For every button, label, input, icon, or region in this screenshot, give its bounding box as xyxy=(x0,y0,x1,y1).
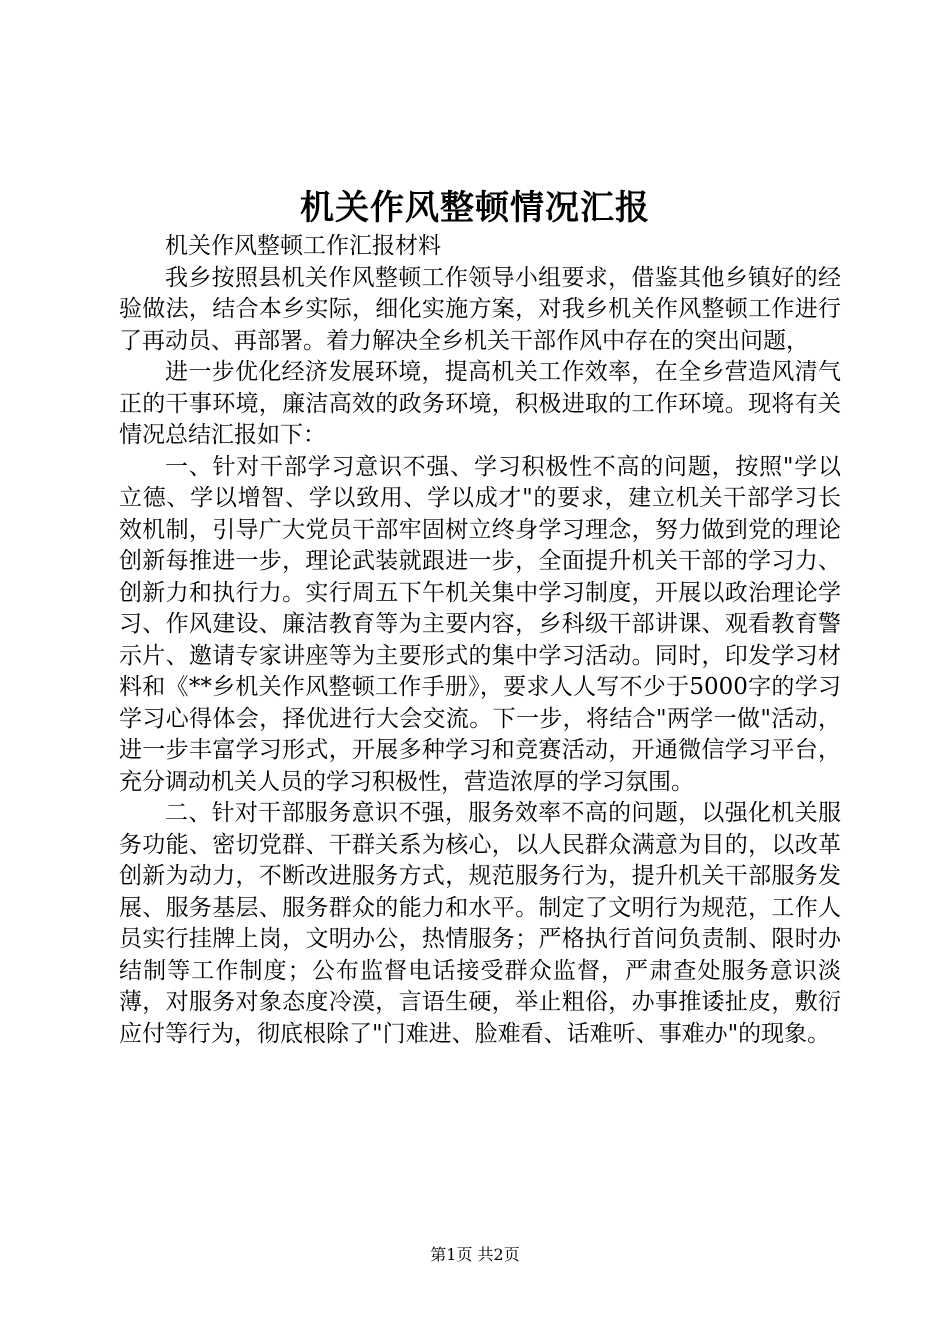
paragraph-subtitle: 机关作风整顿工作汇报材料 xyxy=(165,233,441,259)
paragraph-section-two: 二、针对干部服务意识不强，服务效率不高的问题，以强化机关服务功能、密切党群、干群关系为核心，以人民群众满意为目的，以改革创新为动力，不断改进服务方式，规范服务行为，提升机关干部服务发展、服务基层、服务群众的能力和水平。制定了文明行为规范，工作人员实行挂牌上岗，文明办公，热情服务；严格执行首问负责制、限时办结制等工作制度；公布监督电话接受群众监督，严肃查处服务意识淡薄，对服务对象态度冷漠，言语生硬，举止粗俗，办事推诿扯皮，敷衍应付等行为，彻底根除了"门难进、脸难看、话难听、事难办"的现象。 xyxy=(119,800,841,1047)
document-title: 机关作风整顿情况汇报 xyxy=(300,188,650,228)
paragraph-section-one: 一、针对干部学习意识不强、学习积极性不高的问题，按照"学以立德、学以增智、学以致用、学以成才"的要求，建立机关干部学习长效机制，引导广大党员干部牢固树立终身学习理念，努力做到党的理论创新每推进一步，理论武装就跟进一步，全面提升机关干部的学习力、创新力和执行力。实行周五下午机关集中学习制度，开展以政治理论学习、作风建设、廉洁教育等为主要内容，乡科级干部讲课、观看教育警示片、邀请专家讲座等为主要形式的集中学习活动。同时，印发学习材料和《**乡机关作风整顿工作手册》，要求人人写不少于5000字的学习学习心得体会，择优进行大会交流。下一步，将结合"两学一做"活动，进一步丰富学习形式，开展多种学习和竞赛活动，开通微信学习平台，充分调动机关人员的学习积极性，营造浓厚的学习氛围。 xyxy=(119,453,841,795)
paragraph-intro: 我乡按照县机关作风整顿工作领导小组要求，借鉴其他乡镇好的经验做法，结合本乡实际，细化实施方案，对我乡机关作风整顿工作进行了再动员、再部署。着力解决全乡机关干部作风中存在的突出问题， xyxy=(119,264,841,354)
paragraph-intro-continued: 进一步优化经济发展环境，提高机关工作效率，在全乡营造风清气正的干事环境，廉洁高效的政务环境，积极进取的工作环境。现将有关情况总结汇报如下： xyxy=(119,359,841,448)
document-body xyxy=(119,231,841,1050)
page-footer: 第1页 共2页 xyxy=(430,1245,520,1264)
